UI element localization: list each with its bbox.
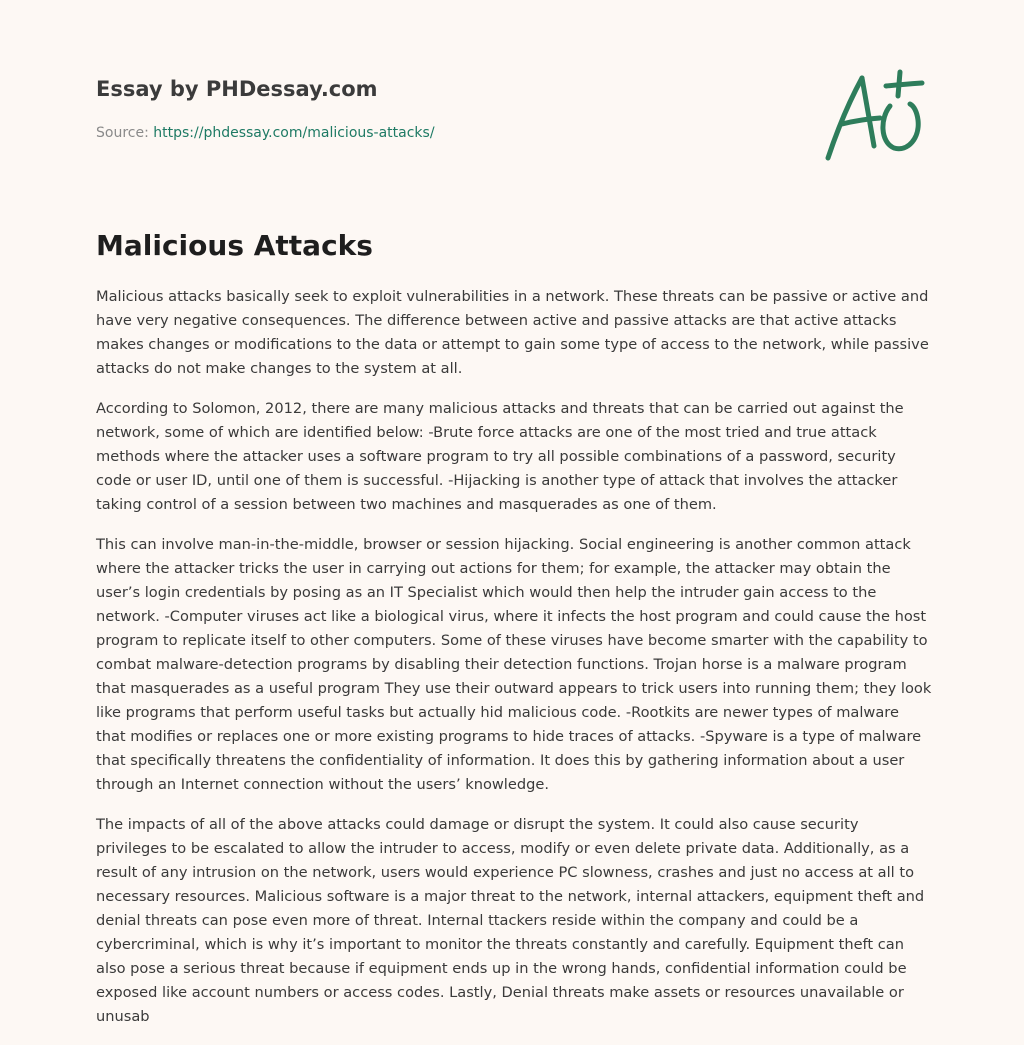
- essay-paragraph: This can involve man-in-the-middle, browser or session hijacking. Social engineering is another common attack where the attacker tricks the user in carrying out actions for them; for example, the attacker may obtain the user’s login credentials by posing as an IT Specialist which would then help the intruder gain access to the network. -Computer viruses act like a biological virus, where it infects the host program and could cause the host program to replicate itself to other computers. Some of these viruses have become smarter with the capability to combat malware-detection programs by disabling their detection functions. Trojan horse is a malware program that masquerades as a useful program They use their outward appears to trick users into running them; they look like programs that perform useful tasks but actually hid malicious code. -Rootkits are newer types of malware that modifies or replaces one or more existing programs to hide traces of attacks. -Spyware is a type of malware that specifically threatens the confidentiality of information. It does this by gathering information about a user through an Internet connection without the users’ knowledge.: [96, 536, 932, 793]
- essay-header: [96, 74, 796, 143]
- essay-paragraph: The impacts of all of the above attacks could damage or disrupt the system. It could also cause security privileges to be escalated to allow the intruder to access, modify or even delete private data. Additionally, as a result of any intrusion on the network, users would experience PC slowness, crashes and just no access at all to necessary resources. Malicious software is a major threat to the network, internal attackers, equipment theft and denial threats can pose even more of threat. Internal ttackers reside within the company and could be a cybercriminal, which is why it’s important to monitor the threats constantly and carefully. Equipment theft can also pose a serious threat because if equipment ends up in the wrong hands, confidential information could be exposed like account numbers or access codes. Lastly, Denial threats make assets or resources unavailable or unusab: [96, 816, 925, 1025]
- a-plus-grade-logo-icon: [820, 66, 930, 166]
- essay-body: [96, 285, 932, 1045]
- essay-paragraph: According to Solomon, 2012, there are many malicious attacks and threats that can be carried out against the network, some of which are identified below: -Brute force attacks are one of the most tried and true attack methods where the attacker uses a software program to try all possible combinations of a password, security code or user ID, until one of them is successful. -Hijacking is another type of attack that involves the attacker taking control of a session between two machines and masquerades as one of them.: [96, 400, 904, 513]
- source-link[interactable]: https://phdessay.com/malicious-attacks/: [153, 125, 435, 141]
- essay-title: Malicious Attacks: [96, 229, 373, 262]
- site-title: Essay by PHDessay.com: [96, 77, 378, 101]
- source-line: [96, 123, 796, 143]
- essay-paragraph: Malicious attacks basically seek to exploit vulnerabilities in a network. These threats can be passive or active and have very negative consequences. The difference between active and passive attacks are that active attacks makes changes or modifications to the data or attempt to gain some type of access to the network, while passive attacks do not make changes to the system at all.: [96, 288, 929, 377]
- source-label: Source:: [96, 125, 149, 141]
